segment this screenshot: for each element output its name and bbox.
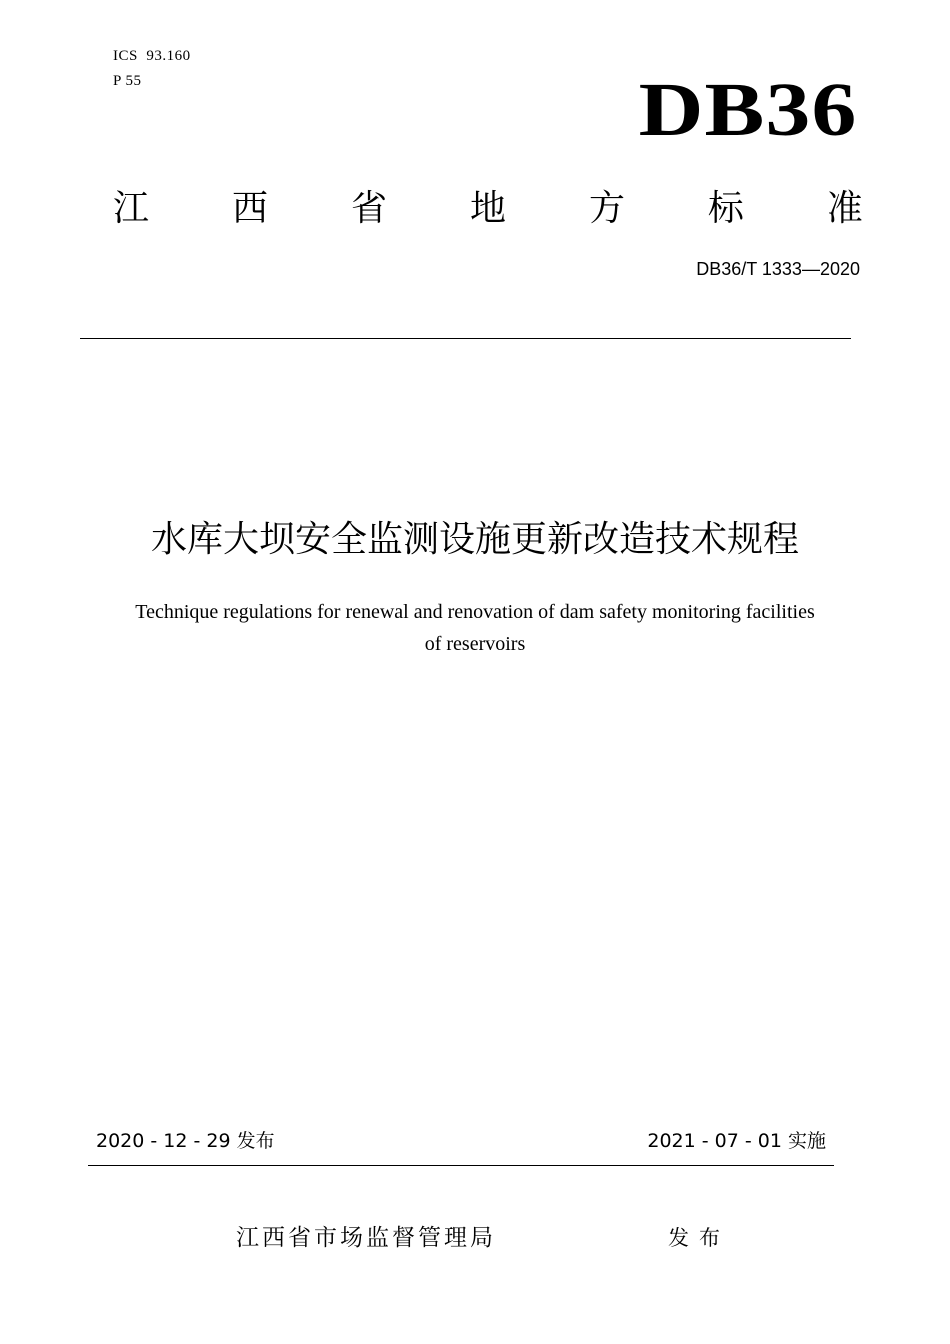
standard-type-char: 地 xyxy=(469,188,506,229)
standard-type-char: 省 xyxy=(350,188,387,229)
standard-type-char: 准 xyxy=(826,188,863,229)
ics-code: ICS 93.160 xyxy=(113,48,191,64)
title-chinese: 水库大坝安全监测设施更新改造技术规程 xyxy=(150,519,799,560)
standard-logo: DB36 xyxy=(639,68,858,152)
title-english xyxy=(80,596,870,660)
standard-type xyxy=(113,186,863,232)
title-english-line: of reservoirs xyxy=(424,633,526,655)
standard-type-char: 西 xyxy=(231,188,268,229)
standard-type-char: 江 xyxy=(113,188,150,229)
title-english-line: Technique regulations for renewal and renovation of dam safety monitoring facilities xyxy=(135,601,815,623)
issue-date: 2020 - 12 - 29 发布 xyxy=(96,1130,275,1152)
implementation-date: 2021 - 07 - 01 实施 xyxy=(647,1130,826,1152)
issue-verb: 发布 xyxy=(668,1226,730,1250)
standard-type-char: 方 xyxy=(588,188,625,229)
header-divider xyxy=(80,338,851,339)
footer-divider xyxy=(88,1165,834,1166)
standard-type-char: 标 xyxy=(707,188,744,229)
standard-number: DB36/T 1333—2020 xyxy=(696,259,860,279)
ccs-code: P 55 xyxy=(113,73,142,89)
issuing-authority: 江西省市场监督管理局 xyxy=(236,1225,496,1251)
